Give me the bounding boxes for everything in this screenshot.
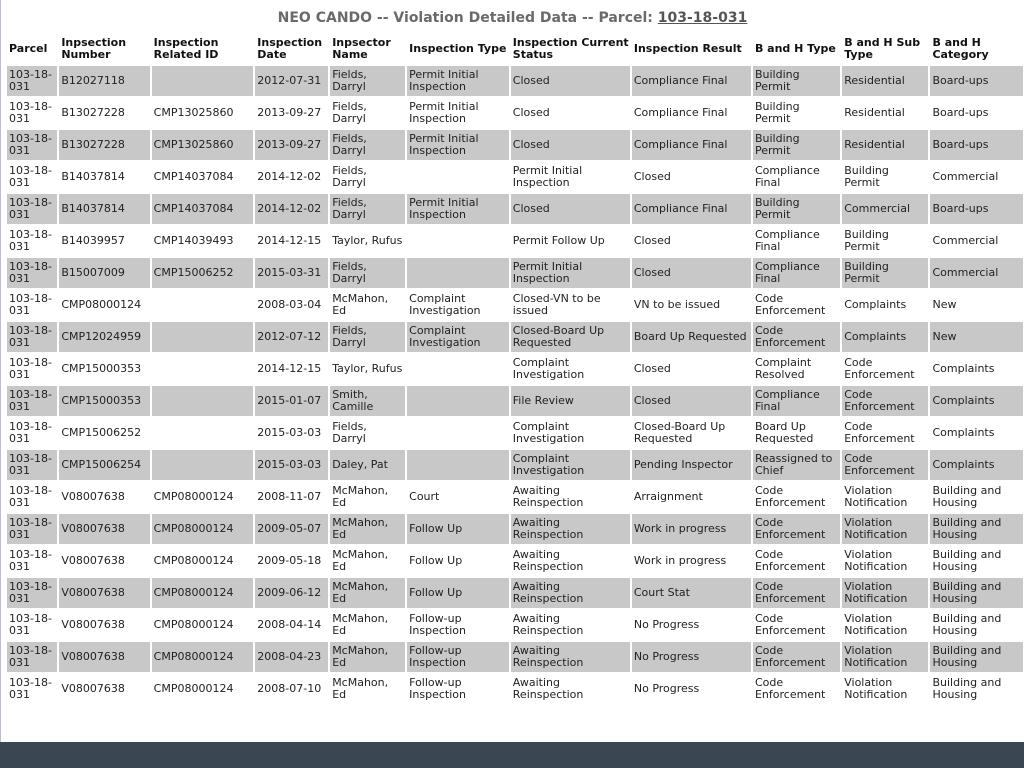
table-cell: File Review bbox=[511, 386, 630, 416]
table-cell: Closed-Board Up Requested bbox=[633, 420, 726, 445]
table-cell: Building and Housing bbox=[930, 578, 1023, 608]
table-cell: 103-18-031 bbox=[7, 450, 57, 480]
table-cell: 2008-04-14 bbox=[257, 618, 322, 631]
table-cell: Building and Housing bbox=[932, 548, 1002, 573]
table-cell: Taylor, Rufus bbox=[332, 234, 403, 247]
table-cell bbox=[152, 354, 254, 384]
table-cell: Fields, Darryl bbox=[330, 194, 405, 224]
table-cell: 103-18-031 bbox=[7, 642, 57, 672]
column-header: Inspection Current Status bbox=[512, 36, 629, 61]
table-cell: Code Enforcement bbox=[844, 420, 915, 445]
table-cell: Taylor, Rufus bbox=[332, 362, 403, 375]
table-cell: Commercial bbox=[930, 258, 1023, 288]
table-cell: Awaiting Reinspection bbox=[512, 676, 584, 701]
column-header: Inpsection Number bbox=[61, 36, 127, 61]
table-cell: 2014-12-02 bbox=[257, 170, 322, 183]
table-cell: No Progress bbox=[633, 682, 700, 695]
table-cell: Closed-Board Up Requested bbox=[511, 322, 630, 352]
table-cell: B14039957 bbox=[61, 234, 125, 247]
column-header: Inspection Result bbox=[633, 42, 742, 55]
table-cell: CMP14039493 bbox=[153, 234, 234, 247]
table-cell: CMP08000124 bbox=[153, 682, 234, 695]
table-cell: Follow Up bbox=[409, 554, 463, 567]
table-cell: CMP08000124 bbox=[153, 490, 234, 503]
table-cell: Awaiting Reinspection bbox=[511, 578, 630, 608]
table-cell: Commercial bbox=[842, 194, 928, 224]
table-row bbox=[7, 258, 1023, 288]
table-cell: Complaints bbox=[930, 450, 1023, 480]
table-header-row bbox=[7, 34, 1023, 64]
table-cell: Code Enforcement bbox=[753, 514, 840, 544]
table-cell: V08007638 bbox=[59, 514, 149, 544]
table-cell: Closed bbox=[512, 106, 550, 119]
table-cell: Building and Housing bbox=[932, 612, 1002, 637]
table-cell: Violation Notification bbox=[842, 578, 928, 608]
table-cell: McMahon, Ed bbox=[332, 548, 389, 573]
table-cell: No Progress bbox=[633, 618, 700, 631]
table-cell: McMahon, Ed bbox=[332, 292, 389, 317]
table-row bbox=[7, 290, 1023, 320]
table-cell: Permit Initial Inspection bbox=[512, 164, 583, 189]
table-cell: Pending Inspector bbox=[632, 450, 751, 480]
table-cell bbox=[152, 418, 254, 448]
table-cell: B15007009 bbox=[59, 258, 149, 288]
table-cell: CMP12024959 bbox=[59, 322, 149, 352]
table-cell bbox=[152, 450, 254, 480]
table-cell: Building Permit bbox=[844, 164, 889, 189]
column-header: Inspection Related ID bbox=[153, 36, 219, 61]
table-body bbox=[7, 66, 1023, 704]
table-cell: Fields, Darryl bbox=[330, 322, 405, 352]
table-cell: Awaiting Reinspection bbox=[511, 514, 630, 544]
table-cell: 2008-07-10 bbox=[257, 682, 322, 695]
table-cell: Violation Notification bbox=[844, 548, 908, 573]
table-cell: Permit Initial Inspection bbox=[407, 66, 509, 96]
table-cell: 2014-12-02 bbox=[255, 194, 328, 224]
table-cell: Code Enforcement bbox=[754, 484, 826, 509]
table-cell: Closed bbox=[633, 234, 671, 247]
table-cell: McMahon, Ed bbox=[332, 612, 389, 637]
table-row bbox=[7, 418, 1023, 448]
table-cell: Permit Initial Inspection bbox=[407, 130, 509, 160]
table-cell: 103-18-031 bbox=[9, 420, 52, 445]
table-cell: 2014-12-15 bbox=[257, 362, 322, 375]
table-cell: Fields, Darryl bbox=[330, 130, 405, 160]
table-cell: 2008-04-23 bbox=[255, 642, 328, 672]
table-cell: CMP13025860 bbox=[152, 130, 254, 160]
table-cell: 2009-06-12 bbox=[255, 578, 328, 608]
table-cell: B14037814 bbox=[61, 170, 125, 183]
table-cell: Closed bbox=[633, 362, 671, 375]
table-cell: Commercial bbox=[932, 234, 999, 247]
table-cell: 103-18-031 bbox=[9, 356, 52, 381]
table-cell: 2015-03-03 bbox=[257, 426, 322, 439]
table-cell: Compliance Final bbox=[632, 66, 751, 96]
table-cell bbox=[152, 322, 254, 352]
table-cell: 2013-09-27 bbox=[255, 130, 328, 160]
parcel-link[interactable]: 103-18-031 bbox=[657, 10, 748, 26]
table-cell: Residential bbox=[844, 106, 905, 119]
table-cell: McMahon, Ed bbox=[330, 642, 405, 672]
table-cell: Permit Initial Inspection bbox=[511, 258, 630, 288]
table-cell: Complaint Investigation bbox=[511, 450, 630, 480]
table-cell: 103-18-031 bbox=[7, 66, 57, 96]
table-cell: Permit Initial Inspection bbox=[409, 100, 479, 125]
table-cell: No Progress bbox=[632, 642, 751, 672]
table-cell: Code Enforcement bbox=[754, 612, 826, 637]
table-cell: V08007638 bbox=[61, 554, 125, 567]
table-cell: 2012-07-12 bbox=[255, 322, 328, 352]
table-row bbox=[7, 642, 1023, 672]
table-cell: Building Permit bbox=[844, 228, 889, 253]
table-cell: Complaint Investigation bbox=[512, 356, 585, 381]
table-cell: Code Enforcement bbox=[754, 548, 826, 573]
table-cell: Building Permit bbox=[842, 258, 928, 288]
column-header: B and H Sub Type bbox=[844, 36, 921, 61]
table-cell: Closed bbox=[632, 258, 751, 288]
table-cell: Fields, Darryl bbox=[332, 164, 367, 189]
table-cell: CMP08000124 bbox=[152, 642, 254, 672]
table-cell: 2008-03-04 bbox=[257, 298, 322, 311]
table-cell: 2012-07-31 bbox=[255, 66, 328, 96]
table-cell: Building Permit bbox=[753, 130, 840, 160]
table-cell: Awaiting Reinspection bbox=[512, 484, 584, 509]
table-cell: Complaints bbox=[932, 426, 995, 439]
table-cell: CMP14037084 bbox=[152, 194, 254, 224]
table-cell: Awaiting Reinspection bbox=[511, 642, 630, 672]
table-cell: CMP13025860 bbox=[153, 106, 234, 119]
table-cell: Closed bbox=[632, 386, 751, 416]
table-cell: Daley, Pat bbox=[330, 450, 405, 480]
table-cell: Building Permit bbox=[753, 194, 840, 224]
table-cell: Closed bbox=[633, 170, 671, 183]
table-cell bbox=[407, 258, 509, 288]
table-row bbox=[7, 194, 1023, 224]
column-header: Parcel bbox=[9, 42, 48, 55]
table-row bbox=[7, 386, 1023, 416]
table-cell: B13027228 bbox=[61, 106, 125, 119]
table-cell: Residential bbox=[842, 130, 928, 160]
table-cell: 2009-05-07 bbox=[255, 514, 328, 544]
table-cell: Building Permit bbox=[753, 66, 840, 96]
table-cell: Code Enforcement bbox=[753, 642, 840, 672]
table-cell: 103-18-031 bbox=[9, 484, 52, 509]
table-cell: 2008-11-07 bbox=[257, 490, 322, 503]
table-cell: Board-ups bbox=[932, 106, 989, 119]
table-cell: 2015-03-31 bbox=[255, 258, 328, 288]
table-cell: VN to be issued bbox=[633, 298, 721, 311]
table-cell: Building Permit bbox=[754, 100, 800, 125]
table-cell: Building and Housing bbox=[930, 514, 1023, 544]
table-cell: Compliance Final bbox=[754, 228, 820, 253]
table-cell: 103-18-031 bbox=[7, 194, 57, 224]
table-cell: CMP15000353 bbox=[61, 362, 142, 375]
table-cell: Follow-up Inspection bbox=[409, 612, 466, 637]
table-cell: 103-18-031 bbox=[7, 578, 57, 608]
table-cell: Commercial bbox=[932, 170, 999, 183]
table-cell: Code Enforcement bbox=[753, 578, 840, 608]
table-cell: 103-18-031 bbox=[7, 386, 57, 416]
table-cell: CMP15006252 bbox=[152, 258, 254, 288]
table-cell: Violation Notification bbox=[844, 612, 908, 637]
table-cell: Board-ups bbox=[930, 66, 1023, 96]
table-cell: Closed bbox=[511, 130, 630, 160]
table-cell: Board-ups bbox=[930, 194, 1023, 224]
table-cell: V08007638 bbox=[61, 490, 125, 503]
table-cell: Complaint Investigation bbox=[407, 322, 509, 352]
table-cell: McMahon, Ed bbox=[332, 484, 389, 509]
table-cell: B13027228 bbox=[59, 130, 149, 160]
table-cell: Complaint Resolved bbox=[754, 356, 812, 381]
table-row bbox=[7, 98, 1023, 128]
table-cell: Residential bbox=[842, 66, 928, 96]
table-cell: B12027118 bbox=[59, 66, 149, 96]
table-cell bbox=[407, 162, 509, 192]
table-row bbox=[7, 66, 1023, 96]
column-header: B and H Category bbox=[932, 36, 989, 61]
table-cell bbox=[152, 290, 254, 320]
table-cell bbox=[407, 418, 509, 448]
table-cell: McMahon, Ed bbox=[332, 676, 389, 701]
table-cell: 2015-01-07 bbox=[255, 386, 328, 416]
table-cell: Complaints bbox=[930, 386, 1023, 416]
table-cell: Follow-up Inspection bbox=[407, 642, 509, 672]
table-cell bbox=[407, 354, 509, 384]
table-cell: Violation Notification bbox=[844, 484, 908, 509]
table-cell: 2009-05-18 bbox=[257, 554, 322, 567]
table-row bbox=[7, 322, 1023, 352]
table-cell: Board Up Requested bbox=[632, 322, 751, 352]
table-cell: New bbox=[930, 322, 1023, 352]
table-cell: Complaint Investigation bbox=[409, 292, 481, 317]
table-cell: Building and Housing bbox=[930, 642, 1023, 672]
column-header: Inspection Type bbox=[409, 42, 507, 55]
table-cell: McMahon, Ed bbox=[330, 578, 405, 608]
table-row bbox=[7, 162, 1023, 192]
table-cell bbox=[407, 386, 509, 416]
page-title bbox=[1, 0, 1024, 28]
table-cell: Complaints bbox=[842, 322, 928, 352]
table-cell: Compliance Final bbox=[632, 194, 751, 224]
table-cell: CMP08000124 bbox=[153, 554, 234, 567]
column-header: B and H Type bbox=[754, 42, 836, 55]
table-cell: Fields, Darryl bbox=[332, 420, 367, 445]
title-text: NEO CANDO -- Violation Detailed Data -- Parcel: bbox=[277, 10, 653, 26]
table-cell: Code Enforcement bbox=[842, 386, 928, 416]
table-cell: Building and Housing bbox=[932, 676, 1002, 701]
table-cell: Reassigned to Chief bbox=[753, 450, 840, 480]
table-row bbox=[7, 354, 1023, 384]
violation-table bbox=[5, 32, 1024, 706]
table-cell: Violation Notification bbox=[842, 514, 928, 544]
table-cell: Fields, Darryl bbox=[330, 258, 405, 288]
table-cell: Code Enforcement bbox=[754, 676, 826, 701]
table-cell: CMP15006254 bbox=[59, 450, 149, 480]
table-row bbox=[7, 610, 1023, 640]
table-cell: V08007638 bbox=[61, 682, 125, 695]
table-cell: Follow Up bbox=[407, 578, 509, 608]
table-row bbox=[7, 674, 1023, 704]
table-cell: CMP08000124 bbox=[152, 578, 254, 608]
table-cell: Follow-up Inspection bbox=[409, 676, 466, 701]
window-bottom-bar bbox=[0, 742, 1024, 768]
table-cell: CMP08000124 bbox=[61, 298, 142, 311]
table-cell: Follow Up bbox=[407, 514, 509, 544]
table-cell: 103-18-031 bbox=[9, 612, 52, 637]
table-cell: Permit Follow Up bbox=[512, 234, 605, 247]
table-row bbox=[7, 578, 1023, 608]
table-cell: Compliance Final bbox=[753, 386, 840, 416]
table-cell: Permit Initial Inspection bbox=[407, 194, 509, 224]
table-cell: Code Enforcement bbox=[842, 450, 928, 480]
table-cell: 103-18-031 bbox=[9, 100, 52, 125]
table-cell: Violation Notification bbox=[844, 676, 908, 701]
column-header: Inpsector Name bbox=[332, 36, 391, 61]
table-row bbox=[7, 226, 1023, 256]
table-cell: Code Enforcement bbox=[844, 356, 915, 381]
table-cell: Awaiting Reinspection bbox=[512, 548, 584, 573]
table-row bbox=[7, 514, 1023, 544]
table-cell: Arraignment bbox=[633, 490, 703, 503]
table-cell: Board-ups bbox=[930, 130, 1023, 160]
table-cell: New bbox=[932, 298, 957, 311]
table-cell bbox=[152, 66, 254, 96]
table-cell: Fields, Darryl bbox=[332, 100, 367, 125]
table-cell: 2013-09-27 bbox=[257, 106, 322, 119]
table-cell: V08007638 bbox=[59, 642, 149, 672]
table-row bbox=[7, 450, 1023, 480]
table-cell: Closed-VN to be issued bbox=[512, 292, 601, 317]
table-cell: Fields, Darryl bbox=[330, 66, 405, 96]
table-cell: Code Enforcement bbox=[753, 322, 840, 352]
table-cell bbox=[407, 226, 509, 256]
table-cell: CMP15006252 bbox=[61, 426, 142, 439]
table-cell: McMahon, Ed bbox=[330, 514, 405, 544]
table-cell: Work in progress bbox=[632, 514, 751, 544]
table-cell: 2015-03-03 bbox=[255, 450, 328, 480]
table-cell: 103-18-031 bbox=[7, 514, 57, 544]
table-cell: CMP08000124 bbox=[153, 618, 234, 631]
table-cell: CMP08000124 bbox=[152, 514, 254, 544]
table-cell: CMP15000353 bbox=[59, 386, 149, 416]
table-cell: 2014-12-15 bbox=[257, 234, 322, 247]
table-cell: 103-18-031 bbox=[9, 228, 52, 253]
table-cell: Work in progress bbox=[633, 554, 727, 567]
table-cell: Compliance Final bbox=[753, 258, 840, 288]
table-cell: Compliance Final bbox=[754, 164, 820, 189]
table-cell: Court bbox=[409, 490, 440, 503]
table-cell: Complaints bbox=[844, 298, 907, 311]
column-header: Inspection Date bbox=[257, 36, 323, 61]
table-cell: Violation Notification bbox=[842, 642, 928, 672]
table-cell: Compliance Final bbox=[632, 130, 751, 160]
table-row bbox=[7, 130, 1023, 160]
table-cell: 103-18-031 bbox=[9, 292, 52, 317]
table-cell: 103-18-031 bbox=[9, 548, 52, 573]
table-cell: CMP14037084 bbox=[153, 170, 234, 183]
table-cell: 103-18-031 bbox=[7, 322, 57, 352]
table-cell: 103-18-031 bbox=[9, 164, 52, 189]
table-cell: Smith, Camille bbox=[330, 386, 405, 416]
table-row bbox=[7, 482, 1023, 512]
table-cell: Complaint Investigation bbox=[512, 420, 585, 445]
table-cell: Complaints bbox=[932, 362, 995, 375]
table-cell: V08007638 bbox=[61, 618, 125, 631]
table-cell: 103-18-031 bbox=[7, 130, 57, 160]
table-row bbox=[7, 546, 1023, 576]
table-cell: Board Up Requested bbox=[754, 420, 814, 445]
table-cell bbox=[152, 386, 254, 416]
table-cell: Closed bbox=[511, 66, 630, 96]
table-cell: Building and Housing bbox=[932, 484, 1002, 509]
table-cell: V08007638 bbox=[59, 578, 149, 608]
table-cell: B14037814 bbox=[59, 194, 149, 224]
table-cell: Awaiting Reinspection bbox=[512, 612, 584, 637]
table-cell: Court Stat bbox=[632, 578, 751, 608]
table-cell bbox=[407, 450, 509, 480]
table-cell: 103-18-031 bbox=[9, 676, 52, 701]
table-cell: Code Enforcement bbox=[754, 292, 826, 317]
table-cell: Compliance Final bbox=[633, 106, 728, 119]
table-cell: Closed bbox=[511, 194, 630, 224]
table-cell: 103-18-031 bbox=[7, 258, 57, 288]
